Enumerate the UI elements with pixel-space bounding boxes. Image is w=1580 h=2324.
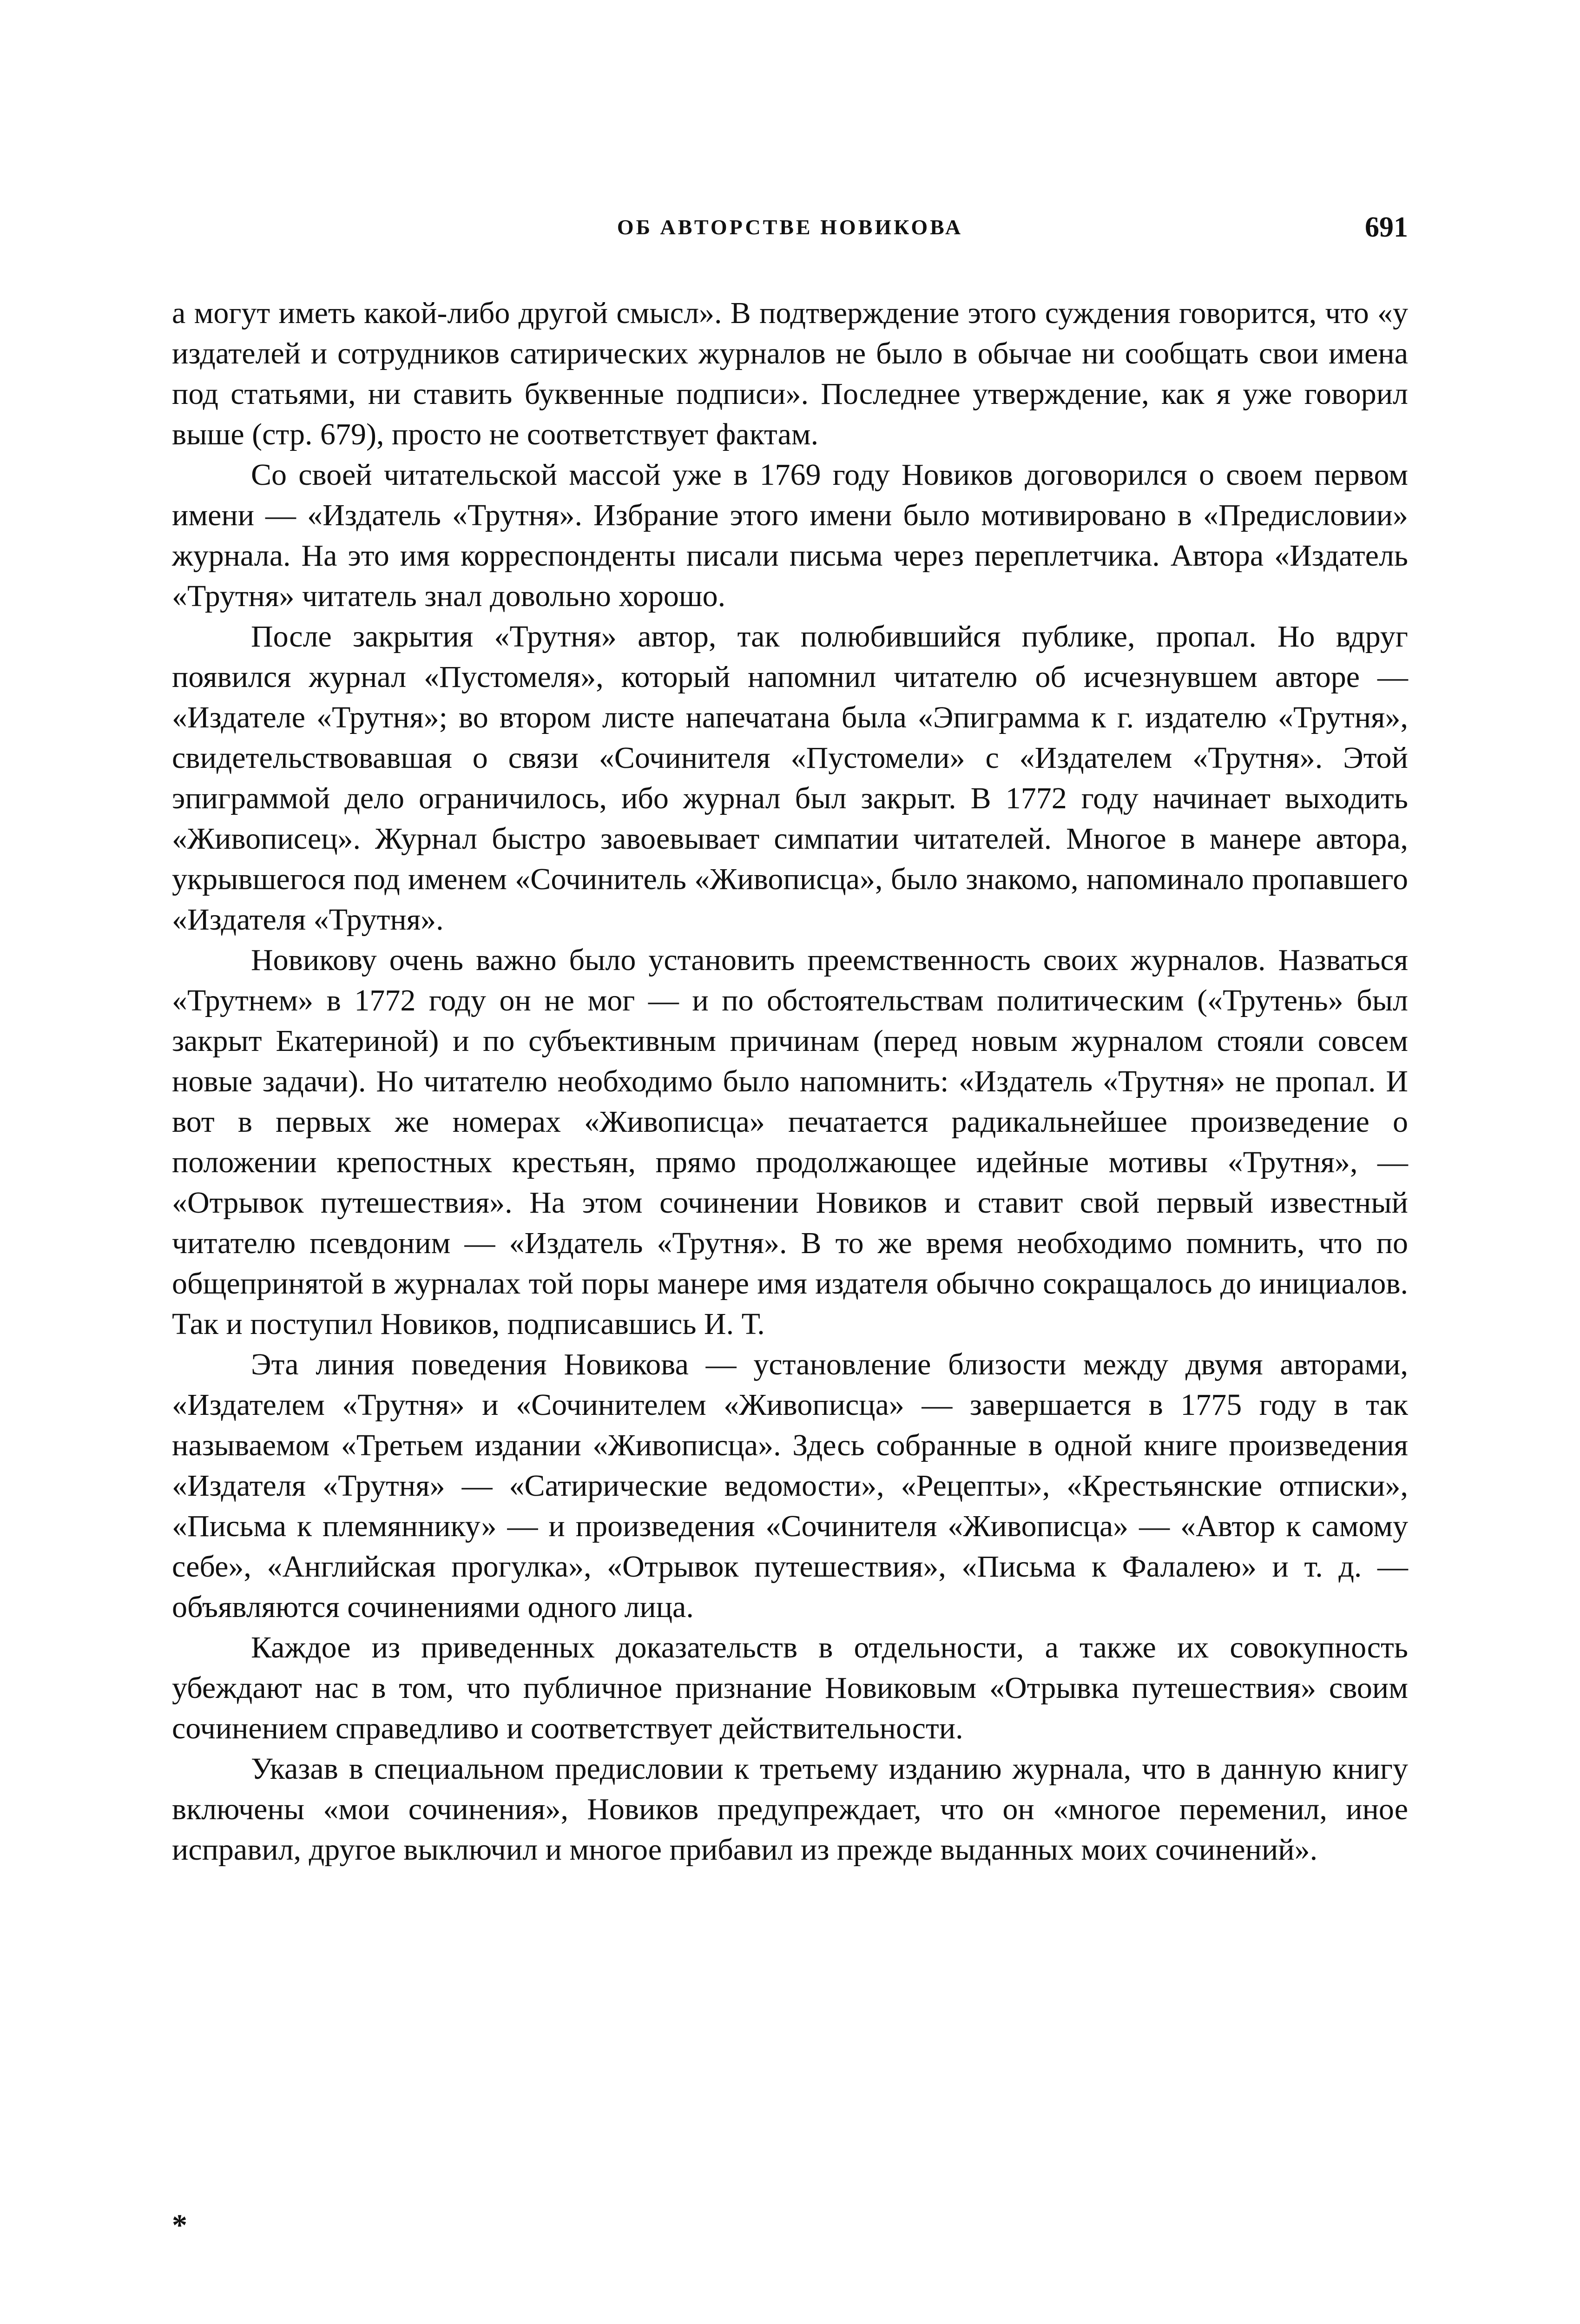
footnote-mark: * <box>172 2208 187 2242</box>
paragraph: Указав в специальном предисловии к третьему изданию журнала, что в данную книгу включены «мои сочинения», Новиков предупреждает, что он «многое переменил, иное исправил, другое выключил и многое прибавил из прежде выданных моих сочинений». <box>172 1752 1408 1867</box>
book-page <box>172 0 1408 2324</box>
paragraph: Со своей читательской массой уже в 1769 году Новиков договорился о своем первом имени — «Издатель «Трутня». Избрание этого имени было мотивировано в «Предисловии» журнала. На это имя корреспонденты писали письма через переплетчика. Автора «Издатель «Трутня» читатель знал довольно хорошо. <box>172 458 1408 613</box>
paragraph: Каждое из приведенных доказательств в отдельности, а также их совокупность убеждают нас в том, что публичное признание Новиковым «Отрывка путешествия» своим сочинением справедливо и соответствует действительности. <box>172 1631 1408 1745</box>
paragraph: Новикову очень важно было установить преемственность своих журналов. Назваться «Трутнем» в 1772 году он не мог — и по обстоятельствам политическим («Трутень» был закрыт Екатериной) и по субъективным причинам (перед новым журналом стояли совсем новые задачи). Но читателю необходимо было напомнить: «Издатель «Трутня» не пропал. И вот в первых же номерах «Живописца» печатается радикальнейшее произведение о положении крепостных крестьян, прямо продолжающее идейные мотивы «Трутня», — «Отрывок путешествия». На этом сочинении Новиков и ставит свой первый известный читателю псевдоним — «Издатель «Трутня». В то же время необходимо помнить, что по общепринятой в журналах той поры манере имя издателя обычно сокращалось до инициалов. Так и поступил Новиков, подписавшись И. Т. <box>172 943 1408 1341</box>
body-text <box>172 293 1408 1870</box>
running-head <box>172 211 1408 252</box>
paragraph: После закрытия «Трутня» автор, так полюбившийся публике, пропал. Но вдруг появился журнал «Пустомеля», который напомнил читателю об исчезнувшем авторе — «Издателе «Трутня»; во втором листе напечатана была «Эпиграмма к г. издателю «Трутня», свидетельствовавшая о связи «Сочинителя «Пустомели» с «Издателем «Трутня». Этой эпиграммой дело ограничилось, ибо журнал был закрыт. В 1772 году начинает выходить «Живописец». Журнал быстро завоевывает симпатии читателей. Многое в манере автора, укрывшегося под именем «Сочинитель «Живописца», было знакомо, напоминало пропавшего «Издателя «Трутня». <box>172 620 1408 937</box>
running-title: ОБ АВТОРСТВЕ НОВИКОВА <box>617 215 963 239</box>
paragraph: а могут иметь какой-либо другой смысл». В подтверждение этого суждения говорится, что «у издателей и сотрудников сатирических журналов не было в обычае ни сообщать свои имена под статьями, ни ставить буквенные подписи». Последнее утверждение, как я уже говорил выше (стр. 679), просто не соответствует фактам. <box>172 296 1408 451</box>
page-number: 691 <box>1365 211 1408 243</box>
paragraph: Эта линия поведения Новикова — установление близости между двумя авторами, «Издателем «Трутня» и «Сочинителем «Живописца» — завершается в 1775 году в так называемом «Третьем издании «Живописца». Здесь собранные в одной книге произведения «Издателя «Трутня» — «Сатирические ведомости», «Рецепты», «Крестьянские отписки», «Письма к племяннику» — и произведения «Сочинителя «Живописца» — «Автор к самому себе», «Английская прогулка», «Отрывок путешествия», «Письма к Фалалею» и т. д. — объявляются сочинениями одного лица. <box>172 1347 1408 1624</box>
